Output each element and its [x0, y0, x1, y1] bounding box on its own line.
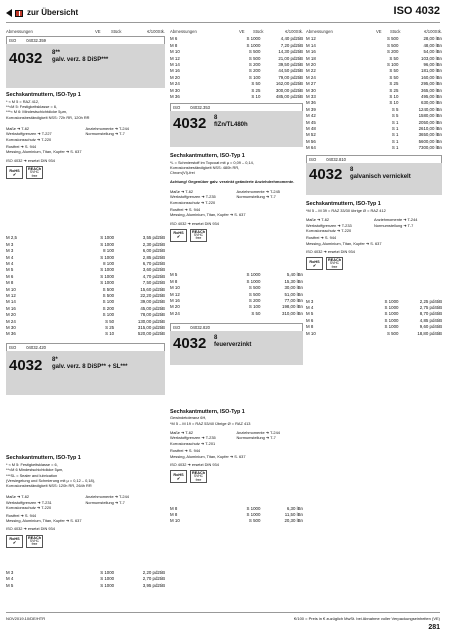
note-line: (Versiegelung und Schmierung mit µ = 0,12 – 0,18), [6, 477, 96, 483]
table-cell: M 12 [170, 55, 180, 61]
product-box[interactable]: ISO 04032.420 4032 8* galv. verz. 8 DiSP** + SL*** [6, 343, 165, 395]
table-cell: M 20 [306, 62, 316, 67]
product-description: Sechskantmuttern, ISO-Typ 1 *M 5 – M 39 = RAZ 33/30 übrige Ø = RAZ 412 Maße ➜ T-62 Anziehmomente ➜ T-244 Werkstoffgrenzen ➜ T-233 Normumstellung ➜ T-7 Korrosionsschutz ➜ T-220 Rostfrei ➜ S. 944 Messing, Aluminium, Titan, Kupfer ➜ S. 637 ISO 4032 ➜ ersetzt DIN 934 RoHS ✔ REACh SVHC free [306, 201, 442, 270]
table-cell: 130,00 pd2tiB [137, 318, 165, 324]
reference-link[interactable]: Korrosionsschutz ➜ T-220 [6, 136, 52, 142]
back-to-overview-link[interactable]: zur Übersicht [6, 8, 78, 18]
table-cell: M 16 [6, 305, 16, 311]
table-cell: 300,00 pd2tiB [275, 87, 303, 93]
table-cell: 2,25 pd4tiB [419, 298, 442, 304]
table-cell: M 4 [6, 254, 14, 260]
page-number: 281 [428, 624, 440, 631]
table-cell: S 200 [102, 305, 115, 311]
table-cell: M 5 [6, 582, 14, 588]
reach-badge: REACh SVHC free [27, 535, 42, 547]
product-description: Sechskantmuttern, ISO-Typ 1 * ≈ M 5 = RAZ 412, **≈M 5: Festigkeitsklasse = 6, ***≈ M 6: Mindestschichtdicke 5µm, Korrosionsbeständigkeit NSS: 72h RR, 120h RR Maße ➜ T-62 Anziehmomente ➜ T-244 Werkstoffgrenzen ➜ T-227 Normumstellung ➜ T-7 Korrosionsschutz ➜ T-220 Rostfrei ➜ S. 944 Messing, Aluminium, Titan, Kupfer ➜ S. 637 ISO 4032 ➜ ersetzt DIN 934 RoHS ✔ REACh SVHC free [6, 92, 165, 179]
table-cell: 15,30 lBn [284, 278, 303, 284]
table-cell: 5600,00 lBn [418, 138, 442, 144]
reference-link[interactable]: Anziehmomente ➜ T-244 [85, 494, 129, 500]
table-cell: S 50 [389, 55, 399, 61]
table-cell: 79,00 pd2tiB [278, 74, 303, 80]
table-cell: M 39 [306, 106, 316, 112]
table-cell: S 1 [391, 119, 399, 125]
table-cell: 7,20 pd2tiB [280, 42, 303, 48]
table-cell: M 24 [170, 310, 180, 316]
reference-row [6, 505, 165, 510]
reference-link[interactable]: Werkstoffgrenzen ➜ T-233 [306, 222, 352, 228]
table-cell: M 10 [170, 49, 180, 55]
reference-row [306, 228, 442, 233]
table-cell: 39,50 pd2tiB [278, 62, 303, 67]
footer-note: €/100 = Preis in € zuzüglich MwSt. bei Abnahme voller Verpackungseinheiten (VE) [294, 616, 440, 621]
table-cell: M 24 [170, 81, 180, 87]
table-cell: M 3 [6, 569, 14, 575]
reference-link[interactable] [374, 228, 442, 233]
reference-link[interactable]: Normumstellung ➜ T-7 [85, 131, 125, 137]
reference-link[interactable]: Korrosionsschutz ➜ T-220 [170, 199, 216, 205]
table-cell: S 1000 [100, 241, 115, 247]
table-cell: 2,70 pd2tiB [142, 576, 165, 582]
table-cell: S 500 [248, 518, 261, 524]
table-cell: M 20 [170, 74, 180, 80]
table-cell: M 64 [306, 145, 316, 151]
table-cell: M 10 [6, 286, 16, 292]
note-line: **≈M 5: Festigkeitsklasse = 6, [6, 104, 58, 110]
reference-link[interactable] [86, 505, 166, 510]
footer-code: NOV2019.10/DE/HTR [6, 616, 46, 621]
table-cell: 1240,00 lBn [418, 106, 442, 112]
price-table [306, 36, 442, 151]
table-cell: S 1000 [100, 267, 115, 273]
table-cell: S 1000 [384, 298, 399, 304]
table-cell [223, 94, 239, 100]
table-cell: S 200 [386, 49, 399, 55]
book-icon [15, 10, 23, 17]
table-row[interactable] [306, 330, 442, 336]
table-cell: S 100 [248, 304, 261, 310]
table-cell: S 1000 [100, 582, 115, 588]
product-description: Sechskantmuttern, ISO-Typ 1 Gewindetoleranz 6H, *M 5 – M 19 = RAZ 53/40 Übrige Ø = RAZ 413 Maße ➜ T-62 Anziehmomente ➜ T-244 Werkstoffgrenzen ➜ T-235 Normumstellung ➜ T-7 Korrosionsschutz ➜ T-201 Rostfrei ➜ S. 944 Messing, Aluminium, Titan, Kupfer ➜ S. 637 ISO 4032 ➜ ersetzt DIN 934 RoHS ✔ REACh SVHC free [170, 409, 303, 483]
table-cell: S 50 [251, 81, 261, 87]
table-cell: 520,00 pd2tiB [137, 331, 165, 337]
table-cell: M 3 [306, 298, 314, 304]
table-cell: M 6 [6, 273, 14, 279]
table-cell: 15,60 pd2tiB [140, 286, 165, 292]
table-cell: M 14 [6, 299, 16, 305]
table-cell: M 8 [306, 324, 314, 330]
reference-row [6, 137, 165, 142]
table-cell: S 50 [251, 310, 261, 316]
table-cell: M 5 [306, 311, 314, 317]
reference-link[interactable]: Normumstellung ➜ T-7 [85, 499, 125, 505]
table-cell: M 24 [306, 74, 316, 80]
product-box[interactable]: ISO 04032.810 4032 8 galvanisch vernickelt [306, 155, 442, 195]
table-cell: S 1000 [246, 36, 261, 42]
table-cell: S 1000 [384, 317, 399, 323]
table-row[interactable] [6, 582, 165, 588]
price-table [6, 235, 165, 337]
table-cell: M 8 [170, 511, 178, 517]
table-cell: 630,00 lBn [421, 100, 442, 106]
reference-link[interactable] [237, 441, 304, 446]
table-cell: S 10 [105, 331, 115, 337]
table-cell: M 8 [170, 505, 178, 511]
reach-badge: REACh SVHC free [191, 471, 206, 482]
table-cell: S 500 [102, 286, 115, 292]
table-cell: S 500 [102, 292, 115, 298]
table-cell: 198,00 lBn [282, 304, 303, 310]
reference-link[interactable]: Anziehmomente ➜ T-244 [236, 429, 280, 435]
table-cell: M 6 [306, 317, 314, 323]
table-cell: S 25 [389, 87, 399, 93]
table-cell: M 36 [170, 93, 180, 99]
product-box[interactable]: ISO 04032.820 4032 8 feuerverzinkt [170, 323, 303, 365]
table-cell: M 12 [6, 292, 16, 298]
product-description: Sechskantmuttern, ISO-Typ 1 *L = Schmierstoff im Topcoat mit µ = 0,09 – 0,14, Korrosionsbeständigkeit NSS: 480h RR, Chrom(VI)-frei Achtung! Gegenüber galv. verzinkt geänderte Anziehdrehmomente. Maße ➜ T-62 Anziehmomente ➜ T-245 Werkstoffgrenzen ➜ T-235 Normumstellung ➜ T-7 Korrosionsschutz ➜ T-220 Rostfrei ➜ S. 944 Messing, Aluminium, Titan, Kupfer ➜ S. 637 ISO 4032 ➜ ersetzt DIN 934 RoHS ✔ REACh SVHC free [170, 153, 303, 242]
table-cell: M 6 [170, 36, 178, 42]
table-cell: 181,00 lBn [421, 68, 442, 74]
table-cell: S 1 [391, 138, 399, 144]
table-cell: M 16 [170, 297, 180, 303]
table-cell: 4,85 pd4tiB [419, 317, 442, 323]
table-cell: 365,00 lBn [421, 87, 442, 93]
table-cell: M 8 [6, 280, 14, 286]
table-cell: M 4 [6, 576, 14, 582]
table-cell: 7300,00 lBn [418, 145, 442, 151]
table-cell: M 48 [306, 125, 316, 131]
back-arrow-icon [6, 9, 12, 17]
note-line: *M 5 – M 19 = RAZ 53/40 Übrige Ø = RAZ 413 [170, 420, 251, 426]
table-cell: 44,50 pd2tiB [278, 68, 303, 74]
table-cell: 2050,00 lBn [418, 119, 442, 125]
table-cell: S 500 [248, 55, 261, 61]
table-cell: 45,00 pd2tiB [140, 305, 165, 311]
page-title: ISO 4032 [393, 5, 440, 17]
table-cell: S 1000 [100, 569, 115, 575]
reference-link[interactable]: Anziehmomente ➜ T-244 [374, 217, 418, 223]
table-cell: M 30 [170, 87, 180, 93]
reach-badge: REACh SVHC free [191, 229, 206, 241]
note-line: Korrosionsbeständigkeit NSS: 72h RR, 120h RR [6, 114, 90, 120]
price-table [6, 570, 165, 589]
table-cell: M 12 [306, 36, 316, 42]
table-cell: 3650,00 lBn [418, 132, 442, 138]
table-cell [70, 331, 89, 337]
table-cell: S 5 [391, 113, 399, 119]
product-box[interactable]: ISO 04032.359 4032 8** galv. verz. 8 DiSP*** [6, 36, 165, 88]
rohs-badge: RoHS ✔ [6, 535, 23, 548]
table-cell: M 5 [6, 267, 14, 273]
table-cell: 28,00 lBn [423, 36, 442, 42]
table-cell: 22,20 pd2tiB [140, 292, 165, 298]
table-cell: S 25 [251, 87, 261, 93]
table-cell [223, 518, 239, 524]
table-cell [360, 330, 376, 336]
table-cell: S 10 [389, 100, 399, 106]
table-cell: M 27 [306, 81, 316, 87]
reference-link[interactable]: Maße ➜ T-62 [6, 494, 30, 500]
reference-row [170, 200, 303, 205]
table-cell: S 1000 [246, 272, 261, 278]
table-cell: S 1000 [246, 511, 261, 517]
table-cell: S 100 [102, 299, 115, 305]
reference-row [170, 441, 303, 446]
table-cell: 51,00 lBn [284, 291, 303, 297]
product-box[interactable]: ISO 04032.353 4032 8 flZn/TL480h [170, 103, 303, 147]
table-cell: 11,50 lBn [284, 511, 303, 517]
column-2: Abmessungen VE Stück €/100Stk. M 6 S 1000 4,40 pd2tiB M 8 S 1000 7,20 pd2tiB M 10 S 500 14,30 pd2tiB M 12 S 500 21,00 pd2tiB M 14 S 200 39,50 pd2tiB M 16 S 200 44,50 pd2tiB M 20 S 100 79,00 pd2tiB M 24 S 50 162,00 pd2tiB M 30 S 25 300,00 pd2tiB M 36 S 10 485,00 pd2tiB ISO 04032.353 4032 8 flZn/TL480h Sechskantmuttern, ISO-Typ 1 *L = Schmierstoff im Topcoat mit µ = 0,09 – 0,14, Korrosionsbeständigkeit NSS: 480h RR, Chrom(VI)-frei Achtung! Gegenüber galv. verzinkt geänderte Anziehdrehmomente. Maße ➜ T-62 Anziehmomente ➜ T-245 Werkstoffgrenzen ➜ T-235 Normumstellung ➜ T-7 Korrosionsschutz ➜ T-220 Rostfrei ➜ S. 944 Messing, Aluminium, Titan, Kupfer ➜ S. 637 ISO 4032 ➜ ersetzt DIN 934 RoHS ✔ REACh SVHC free M 5 S 1000 5,40 lBn M 8 S 1000 15,30 lBn M 10 S 500 30,00 lBn M 12 S 500 51,00 lBn M 16 S 200 77,00 lBn M 20 S 100 198,00 lBn M 24 S 50 310,00 lBn ISO 04032.820 4032 8 feuerverzinkt Sechskantmuttern, ISO-Typ 1 Gewindetoleranz 6H, *M 5 – M 19 = RAZ 53/40 Übrige Ø = RAZ 413 Maße ➜ T-62 Anziehmomente ➜ T-244 Werkstoffgrenzen ➜ T-235 Normumstellung ➜ T-7 Korrosionsschutz ➜ T-201 Rostfrei ➜ S. 944 Messing, Aluminium, Titan, Kupfer ➜ S. 637 ISO 4032 ➜ ersetzt DIN 934 RoHS ✔ REACh SVHC free M 8 S 1000 6,30 lBn M 8 S 1000 11,50 lBn M 10 S 500 20,30 lBn [170, 29, 303, 524]
table-cell: M 20 [6, 312, 16, 318]
table-cell: S 100 [102, 312, 115, 318]
table-cell [223, 310, 239, 316]
table-cell [360, 145, 376, 151]
note-line: *L = Schmierstoff im Topcoat mit µ = 0,09 – 0,14, [170, 159, 254, 165]
table-cell: M 5 [170, 272, 178, 278]
table-cell: 2,20 pd2tiB [142, 569, 165, 575]
table-cell: M 14 [306, 42, 316, 48]
table-cell: M 10 [170, 285, 180, 291]
table-cell: S 1000 [100, 576, 115, 582]
page-header [0, 0, 452, 27]
table-cell: 103,00 lBn [421, 55, 442, 61]
table-cell: S 1000 [384, 311, 399, 317]
reference-link[interactable]: Werkstoffgrenzen ➜ T-231 [6, 499, 52, 505]
table-cell: S 1 [391, 132, 399, 138]
table-cell: 96,00 lBn [423, 62, 442, 67]
table-cell: S 10 [389, 93, 399, 99]
table-cell: S 10 [251, 93, 261, 99]
note-line: Korrosionsbeständigkeit NSS: 120h RR, 264h RR [6, 483, 92, 489]
table-cell: M 8 [170, 278, 178, 284]
table-cell: S 1000 [246, 42, 261, 48]
reference-link[interactable] [86, 137, 166, 142]
table-cell: 78,00 pd2tiB [140, 312, 165, 318]
rohs-badge: RoHS ✔ [170, 229, 187, 242]
standard-number: 4032 [9, 50, 43, 67]
reference-link[interactable]: Werkstoffgrenzen ➜ T-235 [170, 435, 216, 441]
table-cell: S 500 [248, 291, 261, 297]
note-line: **≈M 6 Mindestschichtdicke 5µm, [6, 467, 64, 473]
table-cell: M 8 [170, 42, 178, 48]
table-cell: 7,50 pd2tiB [142, 280, 165, 286]
table-cell: M 16 [306, 49, 316, 55]
table-cell: M 10 [306, 330, 316, 336]
table-cell: M 14 [170, 62, 180, 67]
table-cell: S 25 [105, 324, 115, 330]
table-cell: 2,85 pd2tiB [142, 254, 165, 260]
reference-link[interactable]: Werkstoffgrenzen ➜ T-227 [6, 131, 52, 137]
table-cell: 485,00 pd2tiB [275, 93, 303, 99]
rohs-badge: RoHS ✔ [170, 470, 187, 483]
table-cell: S 1000 [384, 305, 399, 311]
price-table [306, 298, 442, 336]
reference-link[interactable] [237, 200, 304, 205]
table-cell: 3,95 pd2tiB [142, 582, 165, 588]
reference-link[interactable]: Korrosionsschutz ➜ T-220 [306, 227, 352, 233]
reference-link[interactable]: Maße ➜ T-62 [170, 429, 194, 435]
table-cell: 18,80 pd4tiB [417, 330, 442, 336]
table-cell: 8,70 pd4tiB [419, 311, 442, 317]
table-cell: 495,00 lBn [421, 93, 442, 99]
table-cell: 54,00 lBn [423, 49, 442, 55]
product-description: Sechskantmuttern, ISO-Typ 1 * ≈ M 5: Festigkeitsklasse = 6, **≈M 6 Mindestschichtdicke 5µm, ***SL = Sealer and lubrication (Versiegelung und Schmierung mit µ = 0,12 – 0,18), Korrosionsbeständigkeit NSS: 120h RR, 264h RR Maße ➜ T-62 Anziehmomente ➜ T-244 Werkstoffgrenzen ➜ T-231 Normumstellung ➜ T-7 Korrosionsschutz ➜ T-220 Rostfrei ➜ S. 944 Messing, Aluminium, Titan, Kupfer ➜ S. 637 ISO 4032 ➜ ersetzt DIN 934 RoHS ✔ REACh SVHC free [6, 455, 165, 547]
table-cell: 162,00 pd2tiB [275, 81, 303, 87]
table-cell: 4,70 pd2tiB [142, 273, 165, 279]
note-line: Gewindetoleranz 6H, [170, 415, 207, 421]
reference-link[interactable]: Normumstellung ➜ T-7 [374, 222, 414, 228]
note-line: * ≈ M 5 = RAZ 412, [6, 98, 40, 104]
table-cell: M 30 [306, 87, 316, 93]
reach-badge: REACh SVHC free [327, 258, 342, 269]
column-header: Abmessungen VE Stück €/100Stk. [6, 29, 165, 35]
compliance-badges [6, 166, 165, 179]
table-cell: 315,00 pd2tiB [137, 324, 165, 330]
table-cell: 39,00 pd2tiB [140, 299, 165, 305]
table-row[interactable] [170, 518, 303, 524]
table-cell: 3,60 pd2tiB [142, 267, 165, 273]
table-cell: 1580,00 lBn [418, 113, 442, 119]
table-cell: 310,00 lBn [282, 310, 303, 316]
note-line: Korrosionsbeständigkeit NSS: 480h RR, [170, 164, 240, 170]
table-cell: M 56 [306, 138, 316, 144]
table-cell: S 200 [248, 68, 261, 74]
table-cell: M 30 [6, 324, 16, 330]
table-cell: 160,00 lBn [421, 74, 442, 80]
table-cell: S 200 [248, 62, 261, 67]
table-row[interactable] [170, 94, 303, 100]
table-cell: M 24 [6, 318, 16, 324]
table-cell: 20,30 lBn [284, 518, 303, 524]
table-cell: 4,40 pd2tiB [280, 36, 303, 42]
table-cell: 6,00 pd2tiB [142, 248, 165, 254]
price-table [170, 505, 303, 524]
table-cell: 14,30 pd2tiB [278, 49, 303, 55]
table-cell: S 200 [248, 297, 261, 303]
table-cell: M 22 [306, 68, 316, 74]
reference-link[interactable]: Korrosionsschutz ➜ T-201 [170, 440, 216, 446]
table-cell: S 5 [391, 106, 399, 112]
table-cell: S 50 [389, 74, 399, 80]
table-cell: 295,00 lBn [421, 81, 442, 87]
table-cell: 2,30 pd2tiB [142, 241, 165, 247]
reference-link[interactable]: Korrosionsschutz ➜ T-220 [6, 505, 52, 511]
table-cell: 8 100 [103, 261, 115, 267]
table-cell: M 10 [170, 518, 180, 524]
table-row[interactable] [306, 145, 442, 151]
reach-badge: REACh SVHC free [27, 167, 42, 178]
table-cell: 6,30 lBn [286, 505, 303, 511]
table-cell: S 1000 [100, 235, 115, 241]
table-cell: M 36 [306, 100, 316, 106]
table-cell: 30,00 lBn [284, 285, 303, 291]
table-cell: S 500 [386, 330, 399, 336]
note-line: *M 5 – M 39 = RAZ 33/30 übrige Ø = RAZ 412 [306, 207, 386, 213]
table-cell: S 100 [386, 62, 399, 67]
reference-link[interactable]: Normumstellung ➜ T-7 [236, 194, 276, 200]
column-1 [6, 28, 165, 589]
table-row[interactable] [6, 331, 165, 337]
rohs-badge: RoHS ✔ [306, 257, 323, 270]
table-cell: S 1000 [246, 505, 261, 511]
price-table [170, 272, 303, 317]
table-cell: S 500 [386, 42, 399, 48]
note-line: Chrom(VI)-frei [170, 170, 195, 176]
reference-link[interactable]: Maße ➜ T-62 [6, 125, 30, 131]
reference-link[interactable]: Werkstoffgrenzen ➜ T-235 [170, 194, 216, 200]
table-cell: 48,00 lBn [423, 42, 442, 48]
table-cell: S 25 [389, 81, 399, 87]
table-cell: M 4 [6, 261, 14, 267]
table-cell: S 1000 [100, 273, 115, 279]
table-cell: M 52 [306, 132, 316, 138]
rohs-badge: RoHS ✔ [6, 166, 23, 179]
header-divider [6, 22, 440, 23]
column-3: Abmessungen VE Stück €/100Stk. M 12 S 500 28,00 lBn M 14 S 500 48,00 lBn M 16 S 200 54,00 lBn M 18 S 50 103,00 lBn M 20 S 100 96,00 lBn M 22 S 50 181,00 lBn M 24 S 50 160,00 lBn M 27 S 25 295,00 lBn M 30 S 25 365,00 lBn M 33 S 10 495,00 lBn M 36 S 10 630,00 lBn M 39 S 5 1240,00 lBn M 42 S 5 1580,00 lBn M 45 S 1 2050,00 lBn M 48 S 1 2610,00 lBn M 52 S 1 3650,00 lBn M 56 S 1 5600,00 lBn M 64 S 1 7300,00 lBn ISO 04032.810 4032 8 galvanisch vernickelt Sechskantmuttern, ISO-Typ 1 *M 5 – M 39 = RAZ 33/30 übrige Ø = RAZ 412 Maße ➜ T-62 Anziehmomente ➜ T-244 Werkstoffgrenzen ➜ T-233 Normumstellung ➜ T-7 Korrosionsschutz ➜ T-220 Rostfrei ➜ S. 944 Messing, Aluminium, Titan, Kupfer ➜ S. 637 ISO 4032 ➜ ersetzt DIN 934 RoHS ✔ REACh SVHC free M 3 S 1000 2,25 pd4tiB M 4 S 1000 2,75 pd4tiB M 5 S 1000 8,70 pd4tiB M 6 S 1000 4,85 pd4tiB M 8 S 1000 9,60 pd4tiB M 10 S 500 18,80 pd4tiB [306, 29, 442, 336]
reference-link[interactable]: Maße ➜ T-62 [170, 188, 194, 194]
table-cell: S 500 [386, 36, 399, 42]
table-cell: 21,00 pd2tiB [278, 55, 303, 61]
note-line: ***SL = Sealer and lubrication [6, 472, 58, 478]
table-cell: M 4 [306, 305, 314, 311]
note-line: * ≈ M 5: Festigkeitsklasse = 6, [6, 462, 58, 468]
table-cell: M 12 [170, 291, 180, 297]
table-cell: M 33 [306, 93, 316, 99]
table-cell: S 50 [105, 318, 115, 324]
table-cell: M 18 [306, 55, 316, 61]
reference-link[interactable]: Anziehmomente ➜ T-244 [85, 125, 129, 131]
table-cell: S 1000 [384, 324, 399, 330]
table-cell: M 3 [6, 241, 14, 247]
table-cell: S 50 [389, 68, 399, 74]
table-cell: M 16 [170, 68, 180, 74]
reference-link[interactable]: Anziehmomente ➜ T-245 [236, 188, 280, 194]
table-cell: S 1000 [100, 280, 115, 286]
table-cell: 5,40 lBn [286, 272, 303, 278]
table-cell: 9,60 pd4tiB [419, 324, 442, 330]
table-cell: 2,75 pd4tiB [419, 305, 442, 311]
table-cell: M 36 [6, 331, 16, 337]
table-cell: S 500 [248, 49, 261, 55]
table-cell: 3,55 pd2tiB [142, 235, 165, 241]
table-cell: 8 100 [103, 248, 115, 254]
table-cell: S 100 [248, 74, 261, 80]
table-cell: 77,00 lBn [284, 297, 303, 303]
table-cell: S 1000 [246, 278, 261, 284]
table-cell: M 20 [170, 304, 180, 310]
table-cell: S 1 [391, 125, 399, 131]
table-cell: M 45 [306, 119, 316, 125]
table-cell: M 3 [6, 248, 14, 254]
reference-link[interactable]: Maße ➜ T-62 [306, 217, 330, 223]
table-cell: 2610,00 lBn [418, 125, 442, 131]
page-footer [6, 612, 440, 621]
reference-link[interactable]: Normumstellung ➜ T-7 [236, 435, 276, 441]
table-cell: M 42 [306, 113, 316, 119]
table-row[interactable] [170, 310, 303, 316]
table-cell: S 1000 [100, 254, 115, 260]
table-cell: 6,70 pd2tiB [142, 261, 165, 267]
table-cell [70, 582, 89, 588]
table-cell: S 500 [248, 285, 261, 291]
table-cell: M 2,5 [6, 235, 17, 241]
price-table [170, 36, 303, 100]
note-line: ***≈ M 6: Mindestschichtdicke 5µm, [6, 109, 68, 115]
table-cell: S 1 [391, 145, 399, 151]
